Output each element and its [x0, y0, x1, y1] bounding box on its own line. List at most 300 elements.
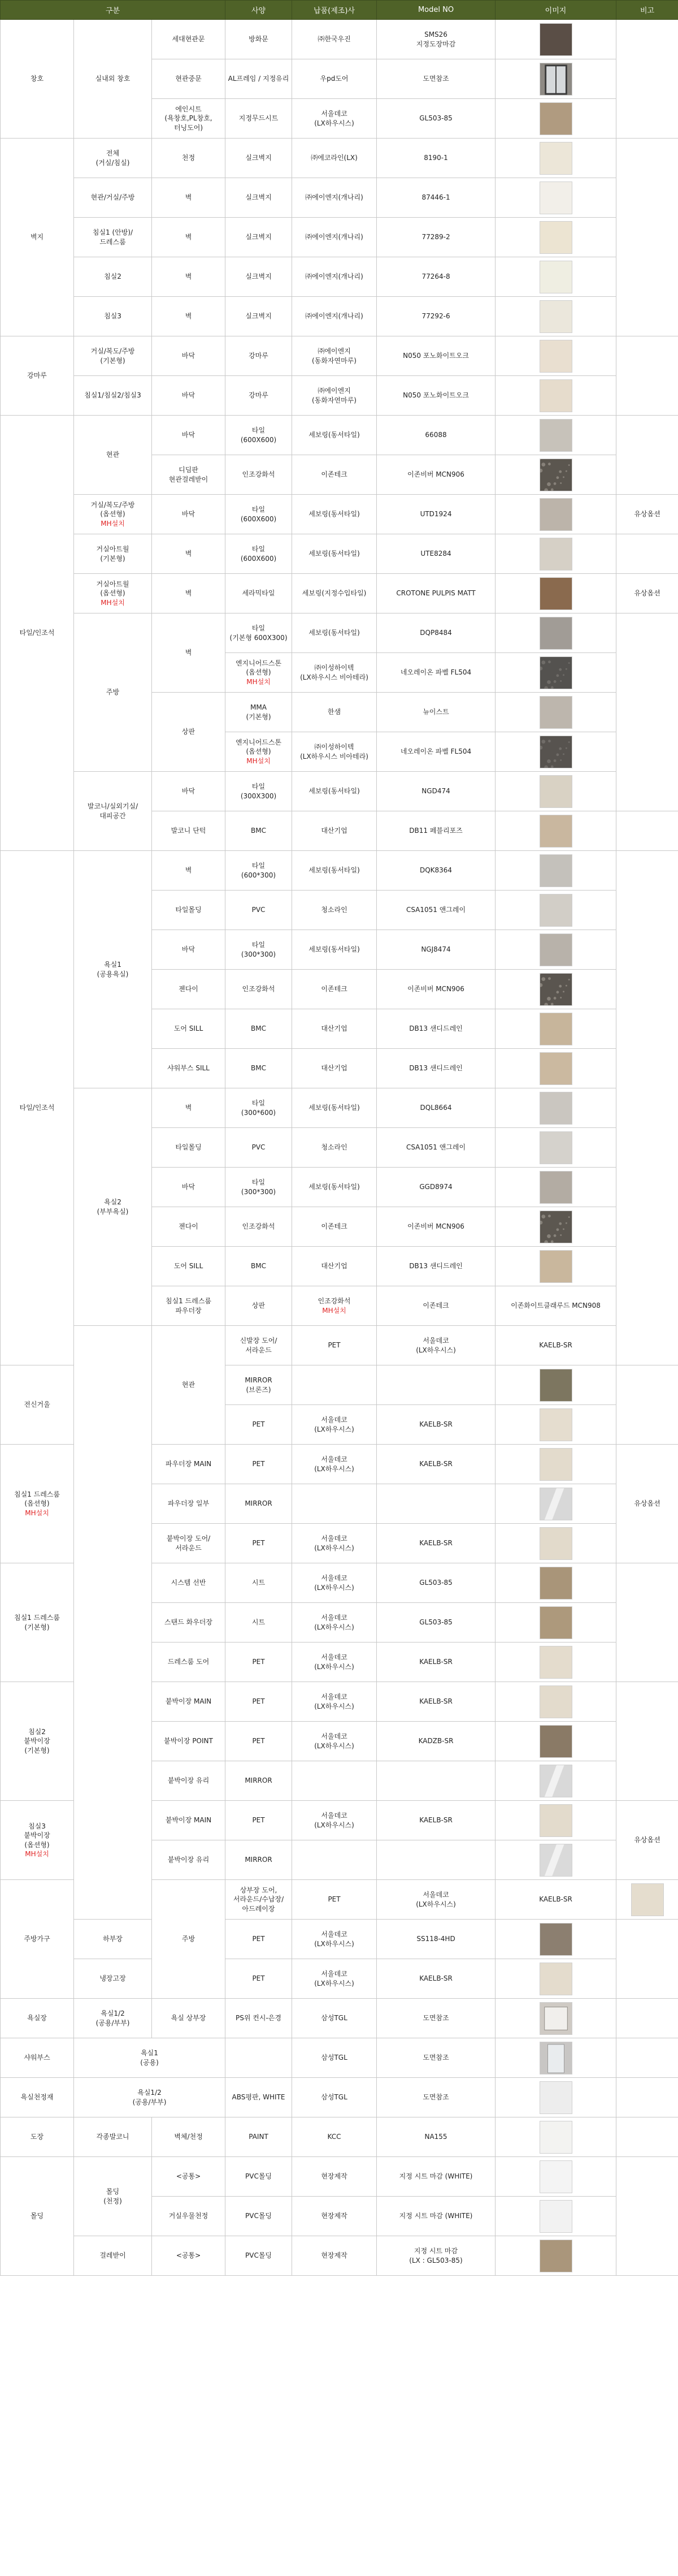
cell-text: 타일몰딩: [175, 906, 202, 914]
table-cell: [225, 20, 292, 59]
image-cell: [496, 178, 616, 218]
image-cell: [496, 930, 616, 970]
image-cell: [496, 574, 616, 613]
cell-text: KAELB-SR: [419, 1816, 453, 1825]
cell-text: 서울데코 (LX하우시스): [314, 1732, 354, 1750]
cell-text: 세보링(동서타일): [308, 945, 360, 954]
table-cell: [616, 20, 678, 139]
table-cell: [152, 297, 225, 336]
cell-text: GL503-85: [419, 114, 453, 123]
material-swatch: [540, 1211, 572, 1243]
table-cell: [377, 693, 496, 732]
table-cell: [377, 1959, 496, 1999]
cell-text: 벽: [185, 273, 192, 281]
cell-text: 도어 SILL: [173, 1262, 203, 1270]
material-swatch: [540, 1567, 572, 1600]
material-swatch: [540, 2160, 572, 2193]
table-cell: [225, 2236, 292, 2276]
cell-text: 강마루: [249, 352, 268, 360]
table-cell: [225, 139, 292, 178]
table-cell: [292, 2157, 377, 2197]
table-cell: [1, 851, 74, 1365]
table-cell: [152, 59, 225, 99]
table-cell: [225, 1959, 292, 1999]
table-cell: [152, 139, 225, 178]
cell-text: 도면참조: [423, 2054, 449, 2062]
image-cell: [496, 693, 616, 732]
table-cell: [152, 851, 225, 891]
cell-text: 대산기업: [321, 1262, 347, 1270]
table-cell: [225, 1207, 292, 1247]
table-cell: [377, 139, 496, 178]
cell-text: 천정: [181, 154, 195, 162]
table-cell: [74, 218, 152, 257]
table-cell: [377, 1880, 496, 1920]
cell-text: 도장: [30, 2133, 44, 2141]
table-cell: [152, 257, 225, 297]
cell-text: 세보링(동서타일): [308, 550, 360, 558]
material-swatch: [540, 815, 572, 848]
table-cell: [152, 1603, 225, 1643]
table-cell: [292, 1009, 377, 1049]
table-cell: [225, 218, 292, 257]
table-cell: [292, 336, 377, 376]
table-cell: [292, 2117, 377, 2157]
cell-text: 파우더장 일부: [167, 1499, 210, 1508]
mh-install-note: MH설치: [101, 519, 125, 528]
cell-text: 침실3: [104, 312, 121, 321]
material-swatch: [540, 379, 572, 412]
cell-text: PET: [252, 1420, 265, 1429]
image-cell: [496, 2038, 616, 2078]
table-cell: [152, 1801, 225, 1840]
table-cell: [377, 732, 496, 772]
cell-text: KAELB-SR: [539, 1895, 572, 1904]
cell-text: 벽지: [30, 233, 44, 241]
material-swatch: [540, 1250, 572, 1283]
image-cell: [496, 1049, 616, 1088]
cell-text: 세보링(동서타일): [308, 866, 360, 875]
table-cell: [292, 2236, 377, 2276]
cell-text: PET: [252, 1460, 265, 1468]
cell-text: 서울데코 (LX하우시스): [314, 110, 354, 127]
table-cell: [292, 2197, 377, 2236]
table-row: [1, 139, 678, 178]
table-cell: [377, 99, 496, 139]
cell-text: PET: [252, 1697, 265, 1706]
cell-text: 바닥: [181, 945, 195, 954]
cell-text: 서울데코 (LX하우시스): [314, 1812, 354, 1829]
table-row: [1, 2117, 678, 2157]
cell-text: 침실1 드레스룸 (옵션형): [14, 1490, 60, 1508]
cell-text: 타일 (600X600): [240, 545, 277, 563]
cell-text: 서울데코 (LX하우시스): [314, 1416, 354, 1433]
cell-text: 인조강화석: [242, 470, 275, 479]
table-cell: [377, 574, 496, 613]
cell-text: PET: [252, 1737, 265, 1745]
image-cell: [496, 1405, 616, 1445]
table-cell: [292, 1880, 377, 1920]
table-cell: [1, 1999, 74, 2038]
image-cell: [496, 1009, 616, 1049]
cell-text: 이존테크: [423, 1302, 449, 1310]
cell-text: 욕실1 (공용욕실): [97, 961, 129, 978]
image-cell: [496, 613, 616, 653]
image-cell: [496, 1682, 616, 1722]
table-cell: [1, 2157, 74, 2276]
cell-text: N050 포노화이트오크: [403, 352, 469, 360]
table-cell: [616, 2078, 678, 2117]
cell-text: 실크벽지: [245, 154, 272, 162]
table-cell: [292, 257, 377, 297]
table-cell: [225, 772, 292, 811]
image-cell: [496, 336, 616, 376]
cell-text: GGD8974: [419, 1183, 453, 1191]
material-swatch: [540, 538, 572, 570]
cell-text: MIRROR: [245, 1777, 272, 1785]
mh-install-note: MH설치: [25, 1849, 49, 1858]
table-row: [1, 2038, 678, 2078]
table-cell: [616, 534, 678, 574]
cell-text: 도어 SILL: [173, 1025, 203, 1033]
table-cell: [225, 1365, 292, 1405]
cell-text: 벽: [185, 1104, 192, 1112]
material-swatch: [631, 1883, 664, 1916]
table-cell: [292, 1643, 377, 1682]
table-cell: [292, 1682, 377, 1722]
table-cell: [377, 534, 496, 574]
cell-text: 인조강화석: [242, 1222, 275, 1231]
table-cell: [292, 99, 377, 139]
material-swatch: [540, 617, 572, 650]
material-swatch: [540, 2002, 572, 2035]
material-swatch: [540, 933, 572, 966]
table-cell: [152, 811, 225, 851]
cell-text: 서울데코 (LX하우시스): [416, 1891, 456, 1908]
cell-text: N050 포노화이트오크: [403, 391, 469, 400]
material-swatch: [540, 2081, 572, 2114]
table-cell: [377, 2117, 496, 2157]
cell-text: MIRROR: [245, 1499, 272, 1508]
table-cell: [152, 1840, 225, 1880]
cell-text: KADZB-SR: [418, 1737, 454, 1745]
table-cell: [74, 1959, 152, 1999]
cell-text: 현관: [181, 1381, 195, 1389]
table-cell: [225, 574, 292, 613]
cell-text: 삼성TGL: [321, 2014, 347, 2022]
cell-text: <공통>: [176, 2172, 201, 2181]
image-cell: [496, 297, 616, 336]
image-cell: [496, 495, 616, 534]
table-cell: [152, 574, 225, 613]
table-cell: [616, 2157, 678, 2276]
table-cell: [377, 297, 496, 336]
table-cell: [292, 1128, 377, 1168]
image-cell: [496, 2117, 616, 2157]
table-cell: [377, 1168, 496, 1207]
cell-text: NA155: [424, 2133, 447, 2141]
cell-text: 상판: [181, 728, 195, 736]
material-swatch: [540, 1171, 572, 1204]
cell-text: 시스템 선반: [171, 1579, 206, 1587]
cell-text: 세보링(동서타일): [308, 1104, 360, 1112]
cell-text: 벽: [185, 312, 192, 321]
table-cell: [225, 1563, 292, 1603]
cell-text: 침실2: [104, 273, 121, 281]
table-cell: [377, 613, 496, 653]
table-cell: [377, 1722, 496, 1761]
table-row: [1, 2078, 678, 2117]
table-cell: [292, 1088, 377, 1128]
table-row: [1, 1999, 678, 2038]
table-cell: [1, 2117, 74, 2157]
cell-text: 전체 (거실/침실): [95, 149, 130, 167]
table-cell: [377, 1286, 496, 1326]
table-cell: [225, 1880, 292, 1920]
table-cell: [1, 1682, 74, 1801]
cell-text: 몰딩: [30, 2212, 44, 2220]
material-swatch: [540, 577, 572, 610]
cell-text: 걸레받이: [99, 2251, 126, 2260]
table-cell: [292, 693, 377, 732]
table-cell: [225, 1484, 292, 1524]
cell-text: KAELB-SR: [419, 1460, 453, 1468]
cell-text: CSA1051 앤그레이: [406, 1143, 466, 1152]
table-cell: [292, 1445, 377, 1484]
cell-text: PVC: [251, 1143, 266, 1152]
table-cell: [74, 2117, 152, 2157]
cell-text: CROTONE PULPIS MATT: [396, 589, 476, 598]
table-cell: [292, 1247, 377, 1286]
cell-text: 샤워부스 SILL: [167, 1064, 210, 1073]
cell-text: 몰딩 (천정): [103, 2188, 122, 2205]
material-swatch: [540, 1804, 572, 1837]
table-cell: [292, 811, 377, 851]
table-cell: [377, 1445, 496, 1484]
cell-text: 네오레이온 파벨 FL504: [400, 668, 472, 677]
cell-text: MIRROR: [245, 1856, 272, 1864]
table-cell: [292, 1049, 377, 1088]
table-cell: [225, 257, 292, 297]
table-cell: [377, 1840, 496, 1880]
cell-text: 도면참조: [423, 2093, 449, 2102]
table-cell: [152, 336, 225, 376]
table-cell: [152, 1484, 225, 1524]
material-swatch: [540, 1488, 572, 1520]
table-cell: [1, 2078, 74, 2117]
material-swatch: [540, 1092, 572, 1125]
cell-text: 서울데코 (LX하우시스): [314, 1693, 354, 1710]
cell-text: 이존테크: [321, 985, 347, 993]
cell-text: 젠다이: [179, 985, 198, 993]
header-image: 이미지: [496, 1, 616, 20]
table-cell: [225, 1999, 292, 2038]
table-cell: [152, 1999, 225, 2038]
table-cell: [292, 297, 377, 336]
table-cell: [225, 1405, 292, 1445]
table-cell: [152, 1088, 225, 1128]
cell-text: 실크벽지: [245, 312, 272, 321]
table-cell: [616, 2117, 678, 2157]
cell-text: ㈜에이엔지(개나리): [305, 273, 363, 281]
table-cell: [152, 416, 225, 455]
table-cell: [74, 613, 152, 772]
cell-text: 시트: [251, 1579, 266, 1587]
material-swatch: [540, 656, 572, 689]
image-cell: [496, 2236, 616, 2276]
table-cell: [152, 455, 225, 495]
table-cell: [292, 1484, 377, 1524]
table-cell: [292, 1840, 377, 1880]
table-cell: [292, 891, 377, 930]
cell-text: 세보링(동서타일): [308, 510, 360, 518]
table-cell: [152, 534, 225, 574]
cell-text: 욕실 상부장: [171, 2014, 206, 2022]
cell-text: 침실2 붙박이장 (기본형): [24, 1728, 50, 1754]
material-swatch: [540, 459, 572, 491]
table-row: [1, 613, 678, 653]
cell-text: 붙박이장 MAIN: [165, 1816, 212, 1825]
cell-text: MIRROR (브론즈): [245, 1376, 272, 1394]
image-cell: [496, 376, 616, 416]
table-cell: [225, 613, 292, 653]
cell-text: 벽: [185, 550, 192, 558]
table-cell: [225, 1247, 292, 1286]
cell-text: 유상옵션: [634, 589, 660, 598]
cell-text: 세보링(동서타일): [308, 629, 360, 637]
table-cell: [616, 613, 678, 811]
table-cell: [1, 139, 74, 336]
cell-text: 강마루: [27, 371, 47, 380]
cell-text: PET: [252, 1974, 265, 1983]
image-cell: [496, 218, 616, 257]
cell-text: 서울데코 (LX하우시스): [314, 1614, 354, 1631]
table-cell: [377, 1999, 496, 2038]
table-cell: [74, 139, 152, 178]
image-cell: [496, 811, 616, 851]
image-cell: [496, 1088, 616, 1128]
table-cell: [377, 257, 496, 297]
header-manufacturer: 납품(제조)사: [292, 1, 377, 20]
table-cell: [152, 1326, 225, 1445]
material-swatch: [540, 63, 572, 96]
cell-text: 타일 (300*300): [241, 941, 276, 958]
cell-text: BMC: [251, 1064, 266, 1073]
table-cell: [74, 1326, 152, 1920]
table-cell: [74, 772, 152, 851]
table-cell: [225, 1326, 292, 1365]
cell-text: ㈜한국우진: [318, 35, 351, 44]
table-cell: [292, 495, 377, 534]
table-cell: [225, 1128, 292, 1168]
cell-text: 청소라인: [321, 1143, 347, 1152]
image-cell: [496, 1484, 616, 1524]
image-cell: [496, 1999, 616, 2038]
cell-text: 이존비버 MCN906: [407, 1222, 464, 1231]
cell-text: 방화문: [249, 35, 268, 44]
cell-text: 바닥: [181, 431, 195, 439]
cell-text: 욕실1/2 (공용/부부): [132, 2089, 167, 2106]
material-swatch: [540, 2042, 572, 2074]
cell-text: ㈜에이엔지(개나리): [305, 312, 363, 321]
table-cell: [616, 2038, 678, 2078]
cell-text: KAELB-SR: [419, 1658, 453, 1666]
table-cell: [225, 59, 292, 99]
table-cell: [152, 1049, 225, 1088]
image-cell: [496, 1247, 616, 1286]
table-cell: [292, 1920, 377, 1959]
image-cell: [496, 732, 616, 772]
cell-text: 냉장고장: [99, 1974, 126, 1983]
table-cell: [225, 891, 292, 930]
cell-text: KAELB-SR: [419, 1697, 453, 1706]
table-cell: [292, 59, 377, 99]
cell-text: 신발장 도어/ 서라운드: [240, 1337, 277, 1354]
cell-text: 이존테크: [321, 1222, 347, 1231]
table-cell: [225, 336, 292, 376]
table-cell: [377, 1920, 496, 1959]
table-cell: [74, 2078, 225, 2117]
cell-text: 서울데코 (LX하우시스): [314, 1455, 354, 1473]
table-cell: [225, 1088, 292, 1128]
table-cell: [152, 2157, 225, 2197]
cell-text: 도면참조: [423, 75, 449, 83]
cell-text: 유상옵션: [634, 1836, 660, 1844]
cell-text: 이존테크: [321, 470, 347, 479]
cell-text: UTD1924: [420, 510, 452, 518]
cell-text: 욕실천정재: [20, 2093, 54, 2102]
cell-text: 한샘: [327, 708, 341, 716]
cell-text: 벽: [185, 866, 192, 875]
material-swatch: [540, 142, 572, 175]
table-cell: [74, 178, 152, 218]
table-cell: [225, 1722, 292, 1761]
table-cell: [225, 930, 292, 970]
table-cell: [292, 1999, 377, 2038]
cell-text: 이존비버 MCN906: [407, 470, 464, 479]
table-cell: [152, 1168, 225, 1207]
cell-text: PET: [252, 1539, 265, 1548]
table-cell: [152, 1009, 225, 1049]
cell-text: 벽: [185, 233, 192, 241]
cell-text: 바닥: [181, 391, 195, 400]
cell-text: 바닥: [181, 787, 195, 796]
material-swatch: [540, 1369, 572, 1402]
header-model-no: Model NO: [377, 1, 496, 20]
table-cell: [377, 1801, 496, 1840]
cell-text: NGJ8474: [421, 945, 451, 954]
material-swatch: [540, 1448, 572, 1481]
table-cell: [152, 891, 225, 930]
table-cell: [225, 1603, 292, 1643]
table-cell: [74, 1999, 152, 2038]
table-cell: [74, 2157, 152, 2236]
table-cell: [74, 297, 152, 336]
table-cell: [377, 1128, 496, 1168]
table-cell: [292, 1207, 377, 1247]
cell-text: PET: [328, 1895, 341, 1904]
table-cell: [225, 1801, 292, 1840]
table-cell: [74, 336, 152, 376]
material-swatch: [540, 1052, 572, 1085]
cell-text: 에인시트 (욕창호,PL창호, 터닝도어): [164, 105, 212, 132]
table-cell: [292, 1286, 377, 1326]
cell-text: 실크벽지: [245, 273, 272, 281]
table-cell: [377, 1207, 496, 1247]
cell-text: 욕실2 (부부욕실): [97, 1198, 129, 1216]
mh-install-note: MH설치: [246, 677, 271, 686]
cell-text: GL503-85: [419, 1618, 453, 1627]
